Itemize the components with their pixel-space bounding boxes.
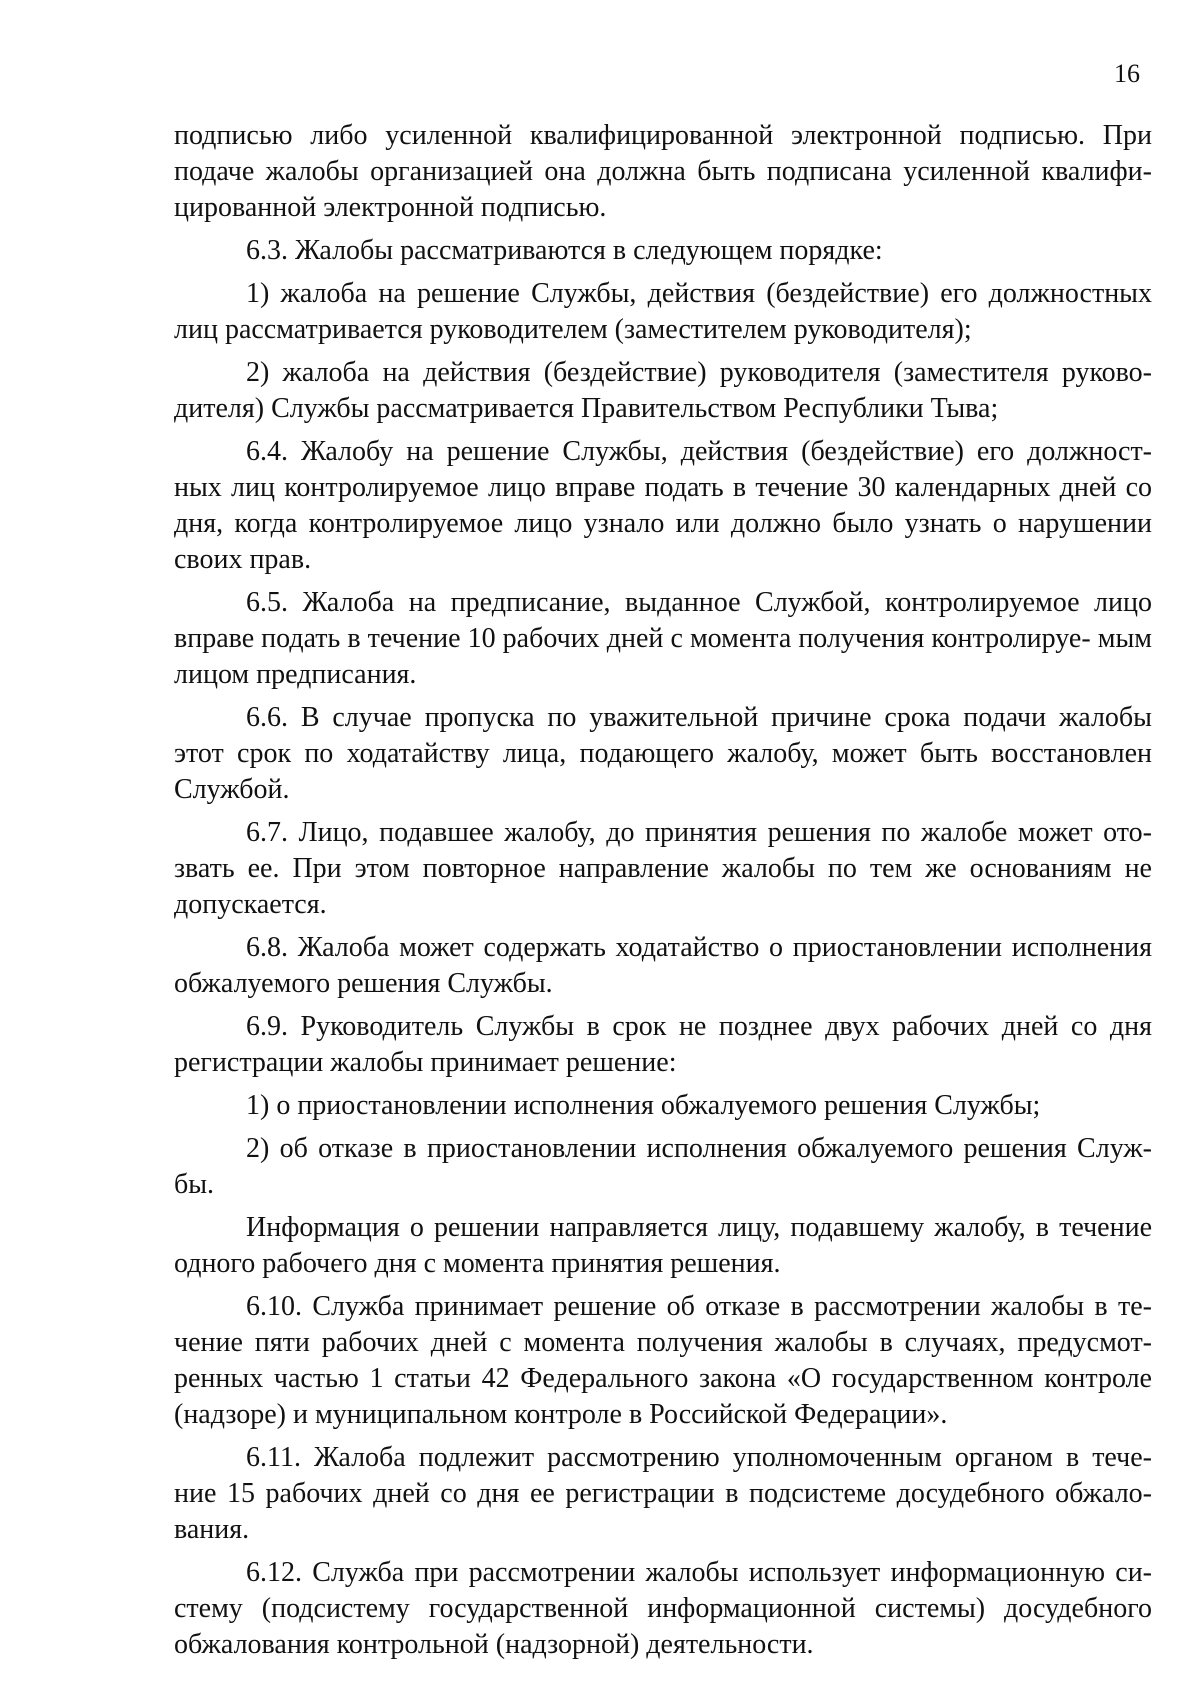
document-body (174, 118, 1152, 1670)
paragraph-6-5: 6.5. Жалоба на предписание, выданное Службой, контролируемое лицо вправе подать в течение 10 рабочих дней с момента получения контролируе- мым лицом предписания. (174, 587, 1152, 690)
paragraph-continuation: подписью либо усиленной квалифицированной электронной подписью. При подаче жалобы организацией она должна быть подписана усиленной квалифи- цированной электронной подписью. (174, 120, 1152, 223)
paragraph-6-7: 6.7. Лицо, подавшее жалобу, до принятия решения по жалобе может ото- звать ее. При этом повторное направление жалобы по тем же основаниям не допускается. (174, 817, 1152, 920)
paragraph-6-11: 6.11. Жалоба подлежит рассмотрению уполномоченным органом в тече- ние 15 рабочих дней со дня ее регистрации в подсистеме досудебного обжало- вания. (174, 1442, 1152, 1545)
paragraph-6-9-info: Информация о решении направляется лицу, подавшему жалобу, в течение одного рабочего дня с момента принятия решения. (174, 1212, 1152, 1279)
paragraph-6-9-item-1: 1) о приостановлении исполнения обжалуемого решения Службы; (246, 1090, 1041, 1121)
paragraph-6-4: 6.4. Жалобу на решение Службы, действия (бездействие) его должност- ных лиц контролируемое лицо вправе подать в течение 30 календарных дней со дня, когда контролируемое лицо узнало или должно было узнать о нарушении своих прав. (174, 436, 1152, 575)
paragraph-6-10: 6.10. Служба принимает решение об отказе в рассмотрении жалобы в те- чение пяти рабочих дней с момента получения жалобы в случаях, предусмот- ренных частью 1 статьи 42 Федерального закона «О государственном контроле (надзоре) и муниципальном контроле в Российской Федерации». (174, 1291, 1152, 1430)
paragraph-6-9: 6.9. Руководитель Службы в срок не позднее двух рабочих дней со дня регистрации жалобы принимает решение: (174, 1011, 1152, 1078)
paragraph-6-9-item-2: 2) об отказе в приостановлении исполнения обжалуемого решения Служ- бы. (174, 1133, 1152, 1200)
paragraph-6-6: 6.6. В случае пропуска по уважительной причине срока подачи жалобы этот срок по ходатайству лица, подающего жалобу, может быть восстановлен Службой. (174, 702, 1152, 805)
paragraph-6-3-item-2: 2) жалоба на действия (бездействие) руководителя (заместителя руково- дителя) Службы рассматривается Правительством Республики Тыва; (174, 357, 1152, 424)
paragraph-6-8: 6.8. Жалоба может содержать ходатайство о приостановлении исполнения обжалуемого решения Службы. (174, 932, 1152, 999)
paragraph-6-3: 6.3. Жалобы рассматриваются в следующем порядке: (246, 235, 883, 266)
paragraph-6-12: 6.12. Служба при рассмотрении жалобы использует информационную си- стему (подсистему государственной информационной системы) досудебного обжалования контрольной (надзорной) деятельности. (174, 1557, 1152, 1660)
page-number: 16 (1114, 59, 1140, 88)
paragraph-6-3-item-1: 1) жалоба на решение Службы, действия (бездействие) его должностных лиц рассматривается руководителем (заместителем руководителя); (174, 278, 1152, 345)
